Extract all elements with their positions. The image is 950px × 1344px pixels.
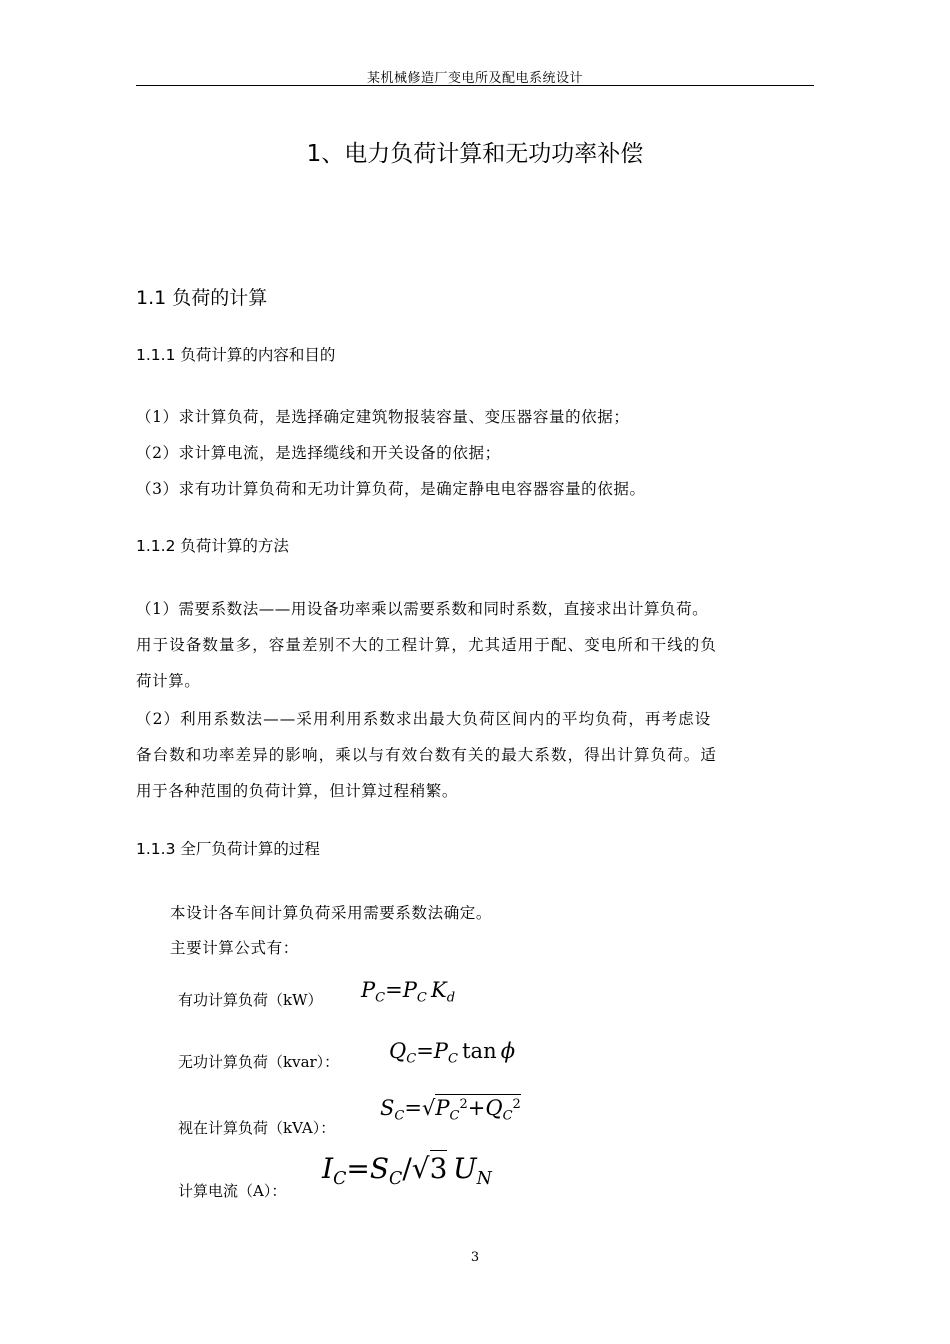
list-item: （1）求计算负荷，是选择确定建筑物报装容量、变压器容量的依据； — [136, 408, 630, 426]
formula-apparent-load: $S_C=√P_C^2+Q_C^2$ — [380, 1096, 521, 1124]
section-heading-1-1-3: 1.1.3 全厂负荷计算的过程 — [136, 840, 320, 858]
page-number: 3 — [470, 1250, 480, 1265]
paragraph-line: 主要计算公式有： — [170, 939, 299, 957]
formula-current: $I_C=S_C/√3$ $U_N$ — [322, 1152, 492, 1190]
formula-label-apparent-load: 视在计算负荷（kVA）： — [178, 1119, 336, 1137]
formula-label-active-load: 有功计算负荷（kW） — [178, 991, 323, 1009]
paragraph-line: 本设计各车间计算负荷采用需要系数法确定。 — [170, 904, 493, 922]
paragraph-line: 用于设备数量多，容量差别不大的工程计算，尤其适用于配、变电所和干线的负 — [136, 636, 718, 654]
section-heading-1-1: 1.1 负荷的计算 — [136, 287, 268, 309]
list-item: （3）求有功计算负荷和无功计算负荷，是确定静电电容器容量的依据。 — [136, 480, 646, 498]
paragraph-line: （1）需要系数法——用设备功率乘以需要系数和同时系数，直接求出计算负荷。 — [136, 600, 709, 618]
formula-active-load: $P_C=P_C$ $K_d$ — [361, 978, 456, 1006]
running-header: 某机械修造厂变电所及配电系统设计 — [366, 71, 583, 86]
header-divider — [136, 85, 814, 86]
paragraph-line: （2）利用系数法——采用利用系数求出最大负荷区间内的平均负荷，再考虑设 — [136, 710, 712, 728]
list-item: （2）求计算电流，是选择缆线和开关设备的依据； — [136, 444, 501, 462]
formula-label-reactive-load: 无功计算负荷（kvar）： — [178, 1053, 340, 1071]
formula-reactive-load: $Q_C=P_C$ tan ϕ — [389, 1039, 516, 1067]
sqrt-symbol: √ — [411, 1152, 430, 1185]
paragraph-line: 用于各种范围的负荷计算，但计算过程稍繁。 — [136, 782, 459, 800]
paragraph-line: 备台数和功率差异的影响，乘以与有效台数有关的最大系数，得出计算负荷。适 — [136, 746, 718, 764]
sqrt-symbol: √ — [421, 1096, 436, 1120]
chapter-title: 1、电力负荷计算和无功功率补偿 — [306, 141, 644, 167]
sqrt-radicand: $P_C^2+Q_C^2$ — [435, 1096, 521, 1124]
paragraph-line: 荷计算。 — [136, 672, 201, 690]
section-heading-1-1-2: 1.1.2 负荷计算的方法 — [136, 537, 289, 555]
formula-label-current: 计算电流（A）： — [178, 1182, 287, 1200]
section-heading-1-1-1: 1.1.1 负荷计算的内容和目的 — [136, 346, 336, 364]
